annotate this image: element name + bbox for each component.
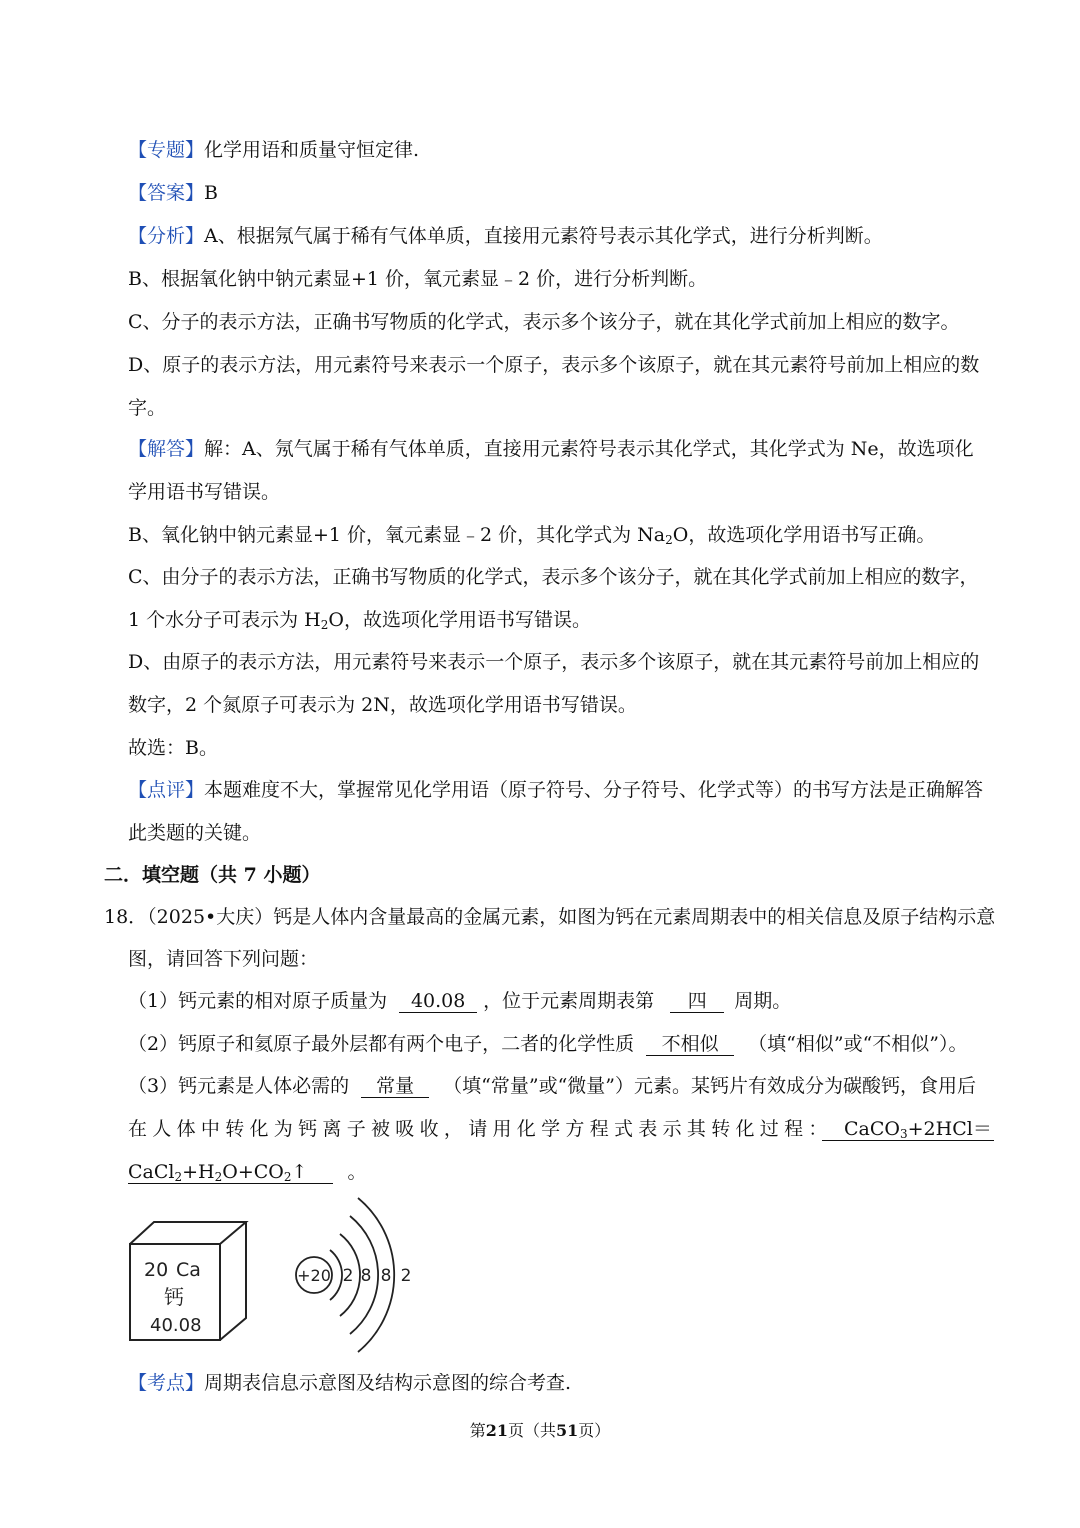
analysis-line-1 <box>128 223 883 249</box>
solution-c2-sub: 2 <box>320 618 329 632</box>
shell-electrons-1: 2 <box>342 1266 354 1286</box>
solution-line-d1: D、由原子的表示方法，用元素符号来表示一个原子，表示多个该原子，就在其元素符号前加上相应的 <box>128 651 980 673</box>
footer-page-number: 21 <box>485 1421 508 1440</box>
analysis-tag: 【分析】 <box>128 225 205 247</box>
solution-b-pre: B、氧化钠中钠元素显+1 价，氧元素显﹣2 价，其化学式为 Na <box>128 524 666 546</box>
solution-line-d2: 数字，2 个氮原子可表示为 2N，故选项化学用语书写错误。 <box>128 694 637 716</box>
q18-part3-line-2: 在人体中转化为钙离子被吸收，请用化学方程式表示其转化过程： <box>128 1118 833 1140</box>
q18-answer-element-type: 常量 <box>361 1075 429 1098</box>
q18-equation-blank-1 <box>822 1118 994 1141</box>
comment-line-2: 此类题的关键。 <box>128 822 262 844</box>
topic-tag: 【专题】 <box>128 139 205 161</box>
footer-post: 页） <box>578 1421 611 1440</box>
answer-text: B <box>204 182 218 204</box>
analysis-text-a: A、根据氖气属于稀有气体单质，直接用元素符号表示其化学式，进行分析判断。 <box>204 225 883 247</box>
solution-line-c1: C、由分子的表示方法，正确书写物质的化学式，表示多个该分子，就在其化学式前加上相应的数字， <box>128 566 979 588</box>
topic-line <box>128 137 419 163</box>
q18-equation-part-2 <box>128 1159 366 1185</box>
eq2-d: ↑ <box>291 1161 308 1183</box>
eq2-c: O+CO <box>222 1161 284 1183</box>
footer-mid: 页（共 <box>507 1421 556 1440</box>
q18-stem-line-2: 图，请回答下列问题： <box>128 948 319 970</box>
eq1-pre: CaCO <box>844 1118 900 1140</box>
page-footer <box>0 1418 1080 1441</box>
eq1-post: +2HCl＝ <box>907 1118 992 1140</box>
footer-total-pages: 51 <box>556 1421 579 1440</box>
comment-text-a: 本题难度不大，掌握常见化学用语（原子符号、分子符号、化学式等）的书写方法是正确解答 <box>204 779 984 801</box>
answer-tag: 【答案】 <box>128 182 205 204</box>
solution-line-2: 学用语书写错误。 <box>128 481 281 503</box>
solution-tag: 【解答】 <box>128 438 205 460</box>
shell-electrons-3: 8 <box>380 1266 392 1286</box>
q18-answer-similarity: 不相似 <box>646 1033 734 1056</box>
cube-top-face <box>130 1222 246 1244</box>
cube-atomic-mass: 40.08 <box>150 1315 202 1336</box>
key-point-text: 周期表信息示意图及结构示意图的综合考查. <box>204 1372 572 1394</box>
q18-part2-text-a: （2）钙原子和氦原子最外层都有两个电子，二者的化学性质 <box>128 1033 635 1055</box>
solution-b-sub: 2 <box>665 533 673 547</box>
q18-part3-text-b: （填“常量”或“微量”）元素。某钙片有效成分为碳酸钙，食用后 <box>443 1075 976 1097</box>
solution-text-a: 解：A、氖气属于稀有气体单质，直接用元素符号表示其化学式，其化学式为 Ne，故选项化 <box>204 438 974 460</box>
q18-part3-text-a: （3）钙元素是人体必需的 <box>128 1075 350 1097</box>
comment-tag: 【点评】 <box>128 779 205 801</box>
analysis-line-3: C、分子的表示方法，正确书写物质的化学式，表示多个该分子，就在其化学式前加上相应的数字。 <box>128 311 960 333</box>
q18-part1-text-c: 周期。 <box>734 990 792 1012</box>
atomic-structure-figure <box>292 1192 422 1362</box>
periodic-cell-figure <box>128 1220 252 1344</box>
q18-part-2 <box>128 1031 968 1057</box>
solution-line-b <box>128 522 935 548</box>
solution-conclusion: 故选：B。 <box>128 737 218 759</box>
analysis-line-2: B、根据氧化钠中钠元素显+1 价，氧元素显﹣2 价，进行分析判断。 <box>128 268 708 290</box>
solution-b-post: O，故选项化学用语书写正确。 <box>672 524 936 546</box>
solution-line-c2 <box>128 607 591 633</box>
q18-end-mark: 。 <box>347 1161 367 1183</box>
q18-part1-text-b: ，位于元素周期表第 <box>483 990 655 1012</box>
eq2-sub3: 2 <box>283 1170 292 1184</box>
cube-atomic-number: 20 <box>144 1259 169 1281</box>
eq2-sub1: 2 <box>174 1170 183 1184</box>
eq2-sub2: 2 <box>214 1170 223 1184</box>
key-point-line <box>128 1370 571 1396</box>
q18-part-1 <box>128 988 791 1014</box>
answer-line <box>128 180 218 206</box>
q18-part1-text-a: （1）钙元素的相对原子质量为 <box>128 990 388 1012</box>
nucleus-charge: +20 <box>297 1266 331 1285</box>
comment-line-1 <box>128 777 983 803</box>
q18-equation-part-1 <box>822 1116 994 1142</box>
q18-part2-text-b: （填“相似”或“不相似”）。 <box>748 1033 968 1055</box>
key-point-tag: 【考点】 <box>128 1372 205 1394</box>
cube-element-symbol: Ca <box>176 1259 201 1281</box>
topic-text: 化学用语和质量守恒定律. <box>204 139 420 161</box>
eq2-b: +H <box>182 1161 215 1183</box>
section-title: 二．填空题（共 7 小题） <box>104 864 321 886</box>
q18-part-3 <box>128 1073 976 1099</box>
cube-element-name: 钙 <box>164 1285 184 1309</box>
footer-pre: 第 <box>469 1421 486 1440</box>
solution-c2-post: O，故选项化学用语书写错误。 <box>328 609 591 631</box>
q18-stem-line-1: 18．（2025•大庆）钙是人体内含量最高的金属元素，如图为钙在元素周期表中的相关信息及原子结构示意 <box>104 906 996 928</box>
eq1-sub: 3 <box>899 1127 908 1141</box>
q18-answer-mass: 40.08 <box>399 990 477 1013</box>
shell-electrons-2: 8 <box>360 1266 372 1286</box>
shell-electrons-4: 2 <box>400 1266 412 1286</box>
analysis-line-4: D、原子的表示方法，用元素符号来表示一个原子，表示多个该原子，就在其元素符号前加上相应的数 <box>128 354 980 376</box>
eq2-a: CaCl <box>128 1161 175 1183</box>
solution-c2-pre: 1 个水分子可表示为 H <box>128 609 321 631</box>
q18-answer-period: 四 <box>670 990 724 1013</box>
solution-line-1 <box>128 436 974 462</box>
analysis-line-5: 字。 <box>128 397 167 419</box>
q18-equation-blank-2 <box>128 1161 333 1184</box>
